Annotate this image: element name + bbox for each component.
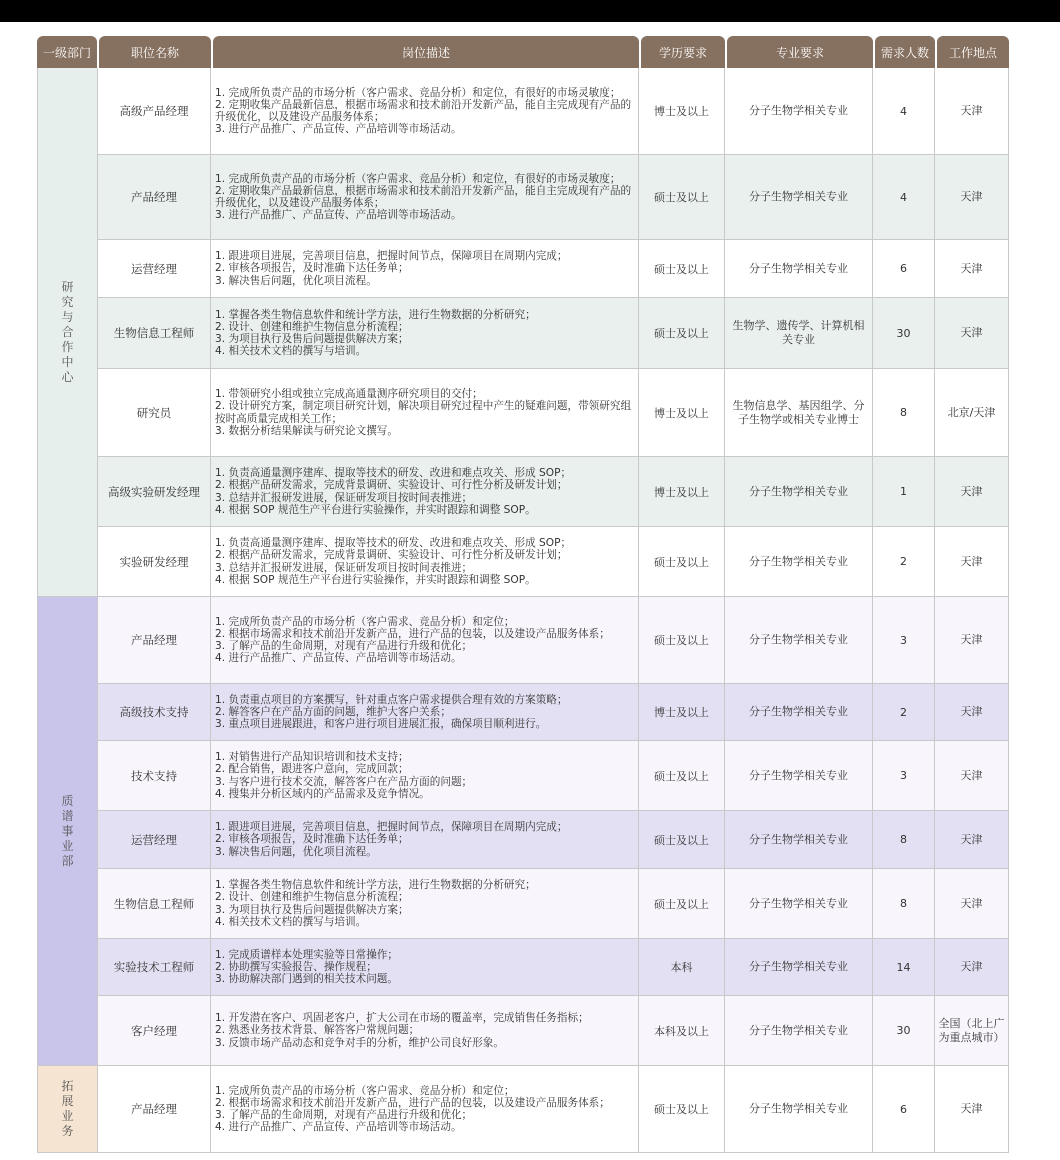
table-row [97,597,1009,684]
education-cell: 硕士及以上 [639,869,725,938]
department-cell [37,597,97,1066]
count-cell: 30 [873,298,935,368]
table-row [97,939,1009,996]
description-cell: 1. 跟进项目进展，完善项目信息，把握时间节点，保障项目在周期内完成； 2. 审核各项报告，及时准确下达任务单； 3. 解决售后问题，优化项目流程。 [211,240,639,297]
position-cell: 生物信息工程师 [97,298,211,368]
education-cell: 博士及以上 [639,684,725,740]
location-cell: 天津 [935,240,1009,297]
table-row [97,68,1009,155]
description-cell: 1. 跟进项目进展，完善项目信息，把握时间节点，保障项目在周期内完成； 2. 审核各项报告，及时准确下达任务单； 3. 解决售后问题，优化项目流程。 [211,811,639,868]
position-cell: 运营经理 [97,811,211,868]
location-cell: 天津 [935,527,1009,596]
header-major: 专业要求 [727,36,873,68]
major-cell: 分子生物学相关专业 [725,155,873,239]
location-cell: 天津 [935,597,1009,683]
position-cell: 实验研发经理 [97,527,211,596]
location-cell: 天津 [935,457,1009,526]
major-cell: 分子生物学相关专业 [725,741,873,810]
description-cell: 1. 负责高通量测序建库、提取等技术的研发、改进和难点攻关、形成 SOP； 2. 根据产品研发需求，完成背景调研、实验设计、可行性分析及研发计划； 3. 总结并汇报研发进展，保证研发项目按时间表推进； 4. 根据 SOP 规范生产平台进行实验操作，并实时跟踪和调整 SOP。 [211,457,639,526]
major-cell: 分子生物学相关专业 [725,811,873,868]
table-header [37,36,1009,68]
location-cell: 天津 [935,684,1009,740]
location-cell: 天津 [935,869,1009,938]
major-cell: 分子生物学相关专业 [725,869,873,938]
table-row [97,298,1009,369]
count-cell: 30 [873,996,935,1065]
header-location: 工作地点 [937,36,1009,68]
count-cell: 2 [873,527,935,596]
count-cell: 3 [873,741,935,810]
location-cell: 天津 [935,811,1009,868]
major-cell: 分子生物学相关专业 [725,684,873,740]
top-bar [0,0,1060,22]
department-name: 研究与合作中心 [61,279,74,384]
position-cell: 产品经理 [97,1066,211,1152]
position-cell: 实验技术工程师 [97,939,211,995]
count-cell: 8 [873,811,935,868]
department-block [37,68,1009,597]
table-row [97,811,1009,869]
description-cell: 1. 掌握各类生物信息软件和统计学方法，进行生物数据的分析研究； 2. 设计、创建和维护生物信息分析流程； 3. 为项目执行及售后问题提供解决方案； 4. 相关技术文档的撰写与培训。 [211,298,639,368]
education-cell: 硕士及以上 [639,1066,725,1152]
education-cell: 硕士及以上 [639,240,725,297]
major-cell: 分子生物学相关专业 [725,240,873,297]
count-cell: 4 [873,155,935,239]
count-cell: 8 [873,369,935,456]
description-cell: 1. 对销售进行产品知识培训和技术支持； 2. 配合销售，跟进客户意向，完成回款； 3. 与客户进行技术交流，解答客户在产品方面的问题； 4. 搜集并分析区域内的产品需求及竞争情况。 [211,741,639,810]
education-cell: 博士及以上 [639,369,725,456]
job-table [37,36,1009,1153]
header-count: 需求人数 [875,36,935,68]
position-cell: 产品经理 [97,155,211,239]
position-cell: 生物信息工程师 [97,869,211,938]
count-cell: 3 [873,597,935,683]
major-cell: 分子生物学相关专业 [725,457,873,526]
table-row [97,369,1009,457]
department-name: 质谱事业部 [61,793,74,868]
description-cell: 1. 开发潜在客户、巩固老客户，扩大公司在市场的覆盖率，完成销售任务指标； 2. 熟悉业务技术背景、解答客户常规问题； 3. 反馈市场产品动态和竞争对手的分析，维护公司良好形象。 [211,996,639,1065]
department-name: 拓展业务 [61,1079,74,1138]
header-description: 岗位描述 [213,36,639,68]
description-cell: 1. 负责高通量测序建库、提取等技术的研发、改进和难点攻关、形成 SOP； 2. 根据产品研发需求，完成背景调研、实验设计、可行性分析及研发计划； 3. 总结并汇报研发进展，保证研发项目按时间表推进； 4. 根据 SOP 规范生产平台进行实验操作，并实时跟踪和调整 SOP。 [211,527,639,596]
education-cell: 博士及以上 [639,68,725,154]
description-cell: 1. 完成所负责产品的市场分析（客户需求、竞品分析）和定位； 2. 根据市场需求和技术前沿开发新产品，进行产品的包装，以及建设产品服务体系； 3. 了解产品的生命周期，对现有产品进行升级和优化； 4. 进行产品推广、产品宣传、产品培训等市场活动。 [211,597,639,683]
table-row [97,155,1009,240]
count-cell: 6 [873,1066,935,1152]
location-cell: 天津 [935,298,1009,368]
position-cell: 研究员 [97,369,211,456]
description-cell: 1. 完成所负责产品的市场分析（客户需求、竞品分析）和定位，有很好的市场灵敏度； 2. 定期收集产品最新信息，根据市场需求和技术前沿开发新产品，能自主完成现有产品的升级优化，以及建设产品服务体系； 3. 进行产品推广、产品宣传、产品培训等市场活动。 [211,155,639,239]
position-cell: 客户经理 [97,996,211,1065]
count-cell: 4 [873,68,935,154]
department-block [37,597,1009,1066]
department-cell [37,1066,97,1153]
location-cell: 天津 [935,741,1009,810]
table-body [37,68,1009,1153]
table-row [97,869,1009,939]
table-row [97,457,1009,527]
location-cell: 北京/天津 [935,369,1009,456]
major-cell: 分子生物学相关专业 [725,527,873,596]
education-cell: 本科 [639,939,725,995]
count-cell: 6 [873,240,935,297]
count-cell: 2 [873,684,935,740]
major-cell: 分子生物学相关专业 [725,939,873,995]
major-cell: 分子生物学相关专业 [725,996,873,1065]
education-cell: 硕士及以上 [639,155,725,239]
major-cell: 分子生物学相关专业 [725,1066,873,1152]
education-cell: 本科及以上 [639,996,725,1065]
education-cell: 硕士及以上 [639,527,725,596]
description-cell: 1. 完成所负责产品的市场分析（客户需求、竞品分析）和定位； 2. 根据市场需求和技术前沿开发新产品，进行产品的包装，以及建设产品服务体系； 3. 了解产品的生命周期，对现有产品进行升级和优化； 4. 进行产品推广、产品宣传、产品培训等市场活动。 [211,1066,639,1152]
major-cell: 分子生物学相关专业 [725,597,873,683]
count-cell: 1 [873,457,935,526]
count-cell: 14 [873,939,935,995]
header-position: 职位名称 [99,36,211,68]
location-cell: 全国（北上广为重点城市） [935,996,1009,1065]
position-cell: 技术支持 [97,741,211,810]
major-cell: 生物学、遗传学、计算机相关专业 [725,298,873,368]
description-cell: 1. 完成所负责产品的市场分析（客户需求、竞品分析）和定位，有很好的市场灵敏度； 2. 定期收集产品最新信息，根据市场需求和技术前沿开发新产品，能自主完成现有产品的升级优化，以及建设产品服务体系； 3. 进行产品推广、产品宣传、产品培训等市场活动。 [211,68,639,154]
education-cell: 硕士及以上 [639,741,725,810]
position-cell: 高级实验研发经理 [97,457,211,526]
table-row [97,1066,1009,1153]
description-cell: 1. 掌握各类生物信息软件和统计学方法，进行生物数据的分析研究； 2. 设计、创建和维护生物信息分析流程； 3. 为项目执行及售后问题提供解决方案； 4. 相关技术文档的撰写与培训。 [211,869,639,938]
count-cell: 8 [873,869,935,938]
education-cell: 硕士及以上 [639,298,725,368]
description-cell: 1. 完成质谱样本处理实验等日常操作； 2. 协助撰写实验报告、操作规程； 3. 协助解决部门遇到的相关技术问题。 [211,939,639,995]
header-education: 学历要求 [641,36,725,68]
position-cell: 运营经理 [97,240,211,297]
description-cell: 1. 带领研究小组或独立完成高通量测序研究项目的交付； 2. 设计研究方案，制定项目研究计划，解决项目研究过程中产生的疑难问题，带领研究组按时高质量完成相关工作； 3. 数据分析结果解读与研究论文撰写。 [211,369,639,456]
department-cell [37,68,97,597]
location-cell: 天津 [935,939,1009,995]
department-block [37,1066,1009,1153]
location-cell: 天津 [935,68,1009,154]
position-cell: 高级技术支持 [97,684,211,740]
position-cell: 高级产品经理 [97,68,211,154]
major-cell: 生物信息学、基因组学、分子生物学或相关专业博士 [725,369,873,456]
position-cell: 产品经理 [97,597,211,683]
education-cell: 硕士及以上 [639,811,725,868]
location-cell: 天津 [935,155,1009,239]
table-row [97,240,1009,298]
table-row [97,996,1009,1066]
table-row [97,527,1009,597]
table-row [97,684,1009,741]
education-cell: 硕士及以上 [639,597,725,683]
location-cell: 天津 [935,1066,1009,1152]
education-cell: 博士及以上 [639,457,725,526]
major-cell: 分子生物学相关专业 [725,68,873,154]
table-row [97,741,1009,811]
description-cell: 1. 负责重点项目的方案撰写，针对重点客户需求提供合理有效的方案策略； 2. 解答客户在产品方面的问题，维护大客户关系； 3. 重点项目进展跟进，和客户进行项目进展汇报，确保项目顺利进行。 [211,684,639,740]
header-department: 一级部门 [37,36,97,68]
